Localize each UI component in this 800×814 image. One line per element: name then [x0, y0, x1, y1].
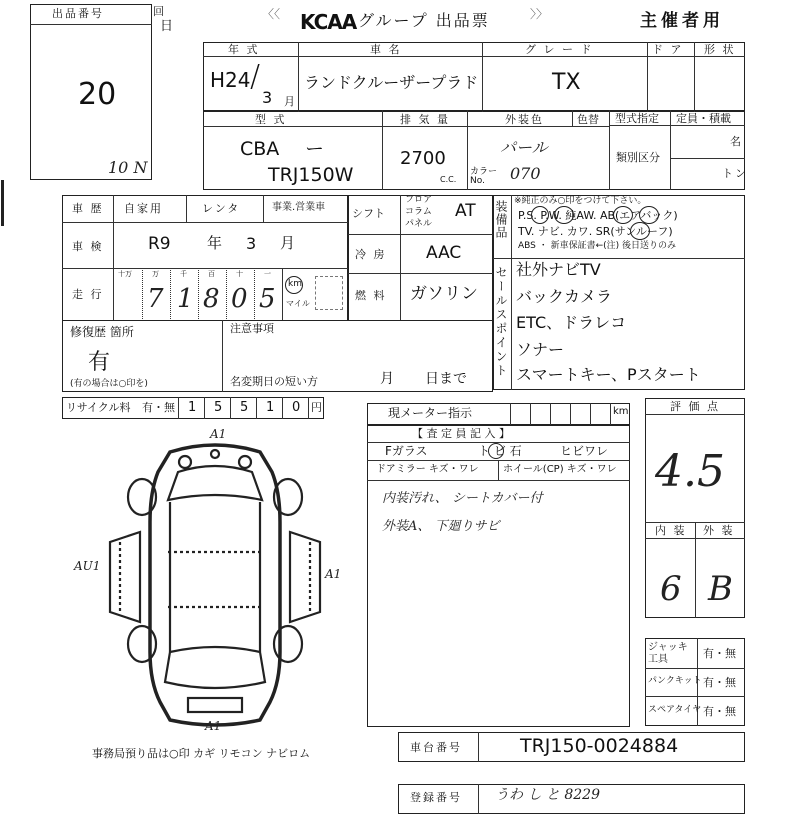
puncture-label: パンクキット	[648, 676, 702, 686]
diagram-footer: 事務局預り品は○印 カギ リモコン ナビロム	[92, 747, 311, 760]
color-label: 外装色	[505, 113, 544, 126]
mileage-digit: 0	[231, 284, 248, 314]
wheel-label: ホイール(CP) キズ・ワレ	[503, 464, 617, 475]
jack-yes-no: 有・無	[703, 647, 736, 660]
interior-label: 内 装	[655, 524, 687, 537]
exterior-score: B	[708, 569, 733, 609]
equipment-note: ※純正のみ○印をつけて下さい。	[514, 196, 647, 206]
repair-label: 修復歴 箇所	[70, 325, 134, 339]
spare-label: スペアタイヤ	[648, 705, 702, 715]
notice-short-label: 名変期日の短い方	[230, 375, 318, 388]
mileage-digit: 1	[177, 284, 194, 314]
sales-point: スマートキー、Pスタート	[516, 365, 701, 384]
lot-number: 20	[78, 77, 117, 112]
car-name-label: 車 名	[370, 43, 402, 56]
lot-number-label: 出品番号	[52, 7, 104, 20]
registration-label: 登録番号	[410, 791, 462, 804]
fuel-label: 燃 料	[355, 289, 387, 302]
color-name: パール	[500, 138, 548, 157]
year-month: 3	[262, 88, 273, 107]
digit-unit: 万	[152, 270, 159, 278]
interior-score: 6	[660, 569, 682, 609]
damage-mark: AU1	[74, 559, 101, 573]
equipment-line2: TV. ナビ. カワ. SR(サンルーフ)	[518, 225, 673, 238]
equipment-line1: P.S. P.W. 純AW. AB(エアバック)	[518, 209, 678, 222]
meter-unit: km	[613, 406, 629, 417]
shaken-year-unit: 年	[207, 234, 223, 252]
side-note: 10 N	[108, 158, 148, 177]
history-private: 自家用	[124, 202, 163, 215]
lot-day-suffix: 日	[160, 19, 174, 34]
mileage-label: 走 行	[72, 288, 104, 301]
lot-day-mark: 回	[153, 5, 164, 18]
inspector-note: 外装A、 下廻りサビ	[382, 519, 500, 534]
color-no-label: カラーNo.	[470, 167, 498, 186]
mileage-digit: 7	[147, 284, 164, 314]
door-mirror-label: ドアミラー キズ・ワレ	[376, 464, 479, 475]
fuel-value: ガソリン	[410, 284, 478, 304]
car-diagram	[100, 432, 330, 732]
equipment-line3: ABS ・ 新車保証書←(注) 後日送りのみ	[518, 241, 677, 251]
meter-label: 現メーター指示	[388, 406, 473, 420]
recycle-yes-no: 有・無	[142, 401, 175, 414]
shift-sub: パネル	[405, 219, 433, 229]
repair-note: (有の場合は○印を)	[70, 379, 148, 389]
digit-unit: 百	[208, 270, 215, 278]
cooling-value: AAC	[426, 243, 462, 263]
mileage-digit: 8	[203, 284, 220, 314]
color-change-label: 色替	[577, 113, 599, 126]
puncture-yes-no: 有・無	[703, 676, 736, 689]
people-unit: 名	[730, 135, 743, 148]
history-rental: レンタ	[202, 202, 241, 215]
cc-unit: C.C.	[440, 175, 457, 184]
inspector-header: 【 査 定 員 記 入 】	[412, 427, 510, 440]
organizer-label: 主催者用	[640, 11, 724, 31]
model-label: 型 式	[255, 113, 287, 126]
model-dash: ー	[305, 138, 325, 160]
sales-point: ETC、ドラレコ	[516, 313, 627, 332]
mile-unit: マイル	[286, 299, 310, 308]
km-unit: km	[288, 279, 302, 289]
sales-point: ソナー	[516, 340, 565, 359]
sales-point: 社外ナビTV	[516, 260, 601, 279]
jack-label: ジャッキ工具	[648, 642, 688, 665]
designation-label: 型式指定	[615, 112, 659, 125]
model-code: TRJ150W	[268, 164, 354, 186]
shaken-era: R9	[148, 234, 171, 254]
notice-month: 月	[380, 371, 394, 387]
car-name: ランドクルーザープラド	[304, 73, 479, 92]
chassis-label: 車台番号	[410, 741, 462, 754]
brand-logo: KCAA	[300, 10, 357, 34]
recycle-label: リサイクル料	[66, 401, 131, 414]
rating-label: 評 価 点	[670, 400, 720, 413]
form-title: グループ 出品票	[358, 11, 490, 30]
spare-yes-no: 有・無	[703, 705, 736, 718]
chassis-number: TRJ150-0024884	[520, 735, 679, 757]
glass-label: Fガラス	[385, 444, 428, 458]
cooling-label: 冷 房	[355, 248, 387, 261]
recycle-unit: 円	[311, 401, 322, 414]
mileage-digit: 5	[259, 284, 276, 314]
repair-value: 有	[88, 350, 111, 375]
damage-mark: A1	[325, 567, 342, 581]
exterior-label: 外 装	[703, 524, 735, 537]
shaken-label: 車 検	[72, 240, 104, 253]
door-label: ド ア	[652, 43, 684, 56]
displacement: 2700	[400, 148, 446, 169]
digit-unit: 十万	[118, 270, 132, 278]
year-era: H24	[210, 68, 251, 92]
inspector-note: 内装汚れ、 シートカバー付	[382, 491, 543, 506]
sales-points-label: セールスポイント	[494, 266, 508, 378]
chip-label: ト ビ 石	[478, 444, 522, 458]
grade: TX	[552, 70, 581, 95]
model-prefix: CBA	[240, 138, 280, 160]
shift-sub: フロア	[405, 195, 433, 205]
recycle-digit: 5	[240, 400, 249, 415]
recycle-digit: 5	[214, 400, 223, 415]
ton-unit: トン	[722, 167, 748, 180]
shift-value: AT	[455, 201, 476, 221]
color-no: 070	[510, 164, 541, 183]
equipment-label: 装備品	[494, 200, 508, 239]
capacity-label: 定員・積載	[676, 112, 731, 125]
shaken-month: 3	[246, 234, 257, 253]
recycle-digit: 1	[266, 400, 275, 415]
rating-score: 4.5	[655, 446, 725, 497]
digit-unit: 一	[264, 270, 271, 278]
notice-day: 日まで	[425, 371, 467, 387]
recycle-digit: 1	[188, 400, 197, 415]
sales-point: バックカメラ	[516, 287, 613, 306]
shaken-month-unit: 月	[280, 234, 296, 252]
shift-sub: コラム	[405, 207, 432, 217]
year-label: 年 式	[228, 43, 260, 56]
registration-value: うわ し と 8229	[495, 787, 600, 803]
digit-unit: 千	[180, 270, 187, 278]
shape-label: 形 状	[704, 43, 736, 56]
shift-label: シフト	[352, 207, 385, 220]
crack-label: ヒビワレ	[560, 444, 609, 458]
damage-mark: A1	[210, 427, 227, 441]
year-month-unit: 月	[284, 95, 295, 108]
history-business: 事業.営業車	[272, 202, 326, 213]
recycle-digit: 0	[292, 400, 301, 415]
grade-label: グ レ ー ド	[525, 43, 594, 56]
class-label: 類別区分	[616, 151, 660, 164]
notice-label: 注意事項	[230, 322, 274, 335]
digit-unit: 十	[236, 270, 243, 278]
history-label: 車 歴	[72, 202, 104, 215]
damage-mark: A1	[205, 719, 222, 733]
displacement-label: 排 気 量	[400, 113, 450, 126]
